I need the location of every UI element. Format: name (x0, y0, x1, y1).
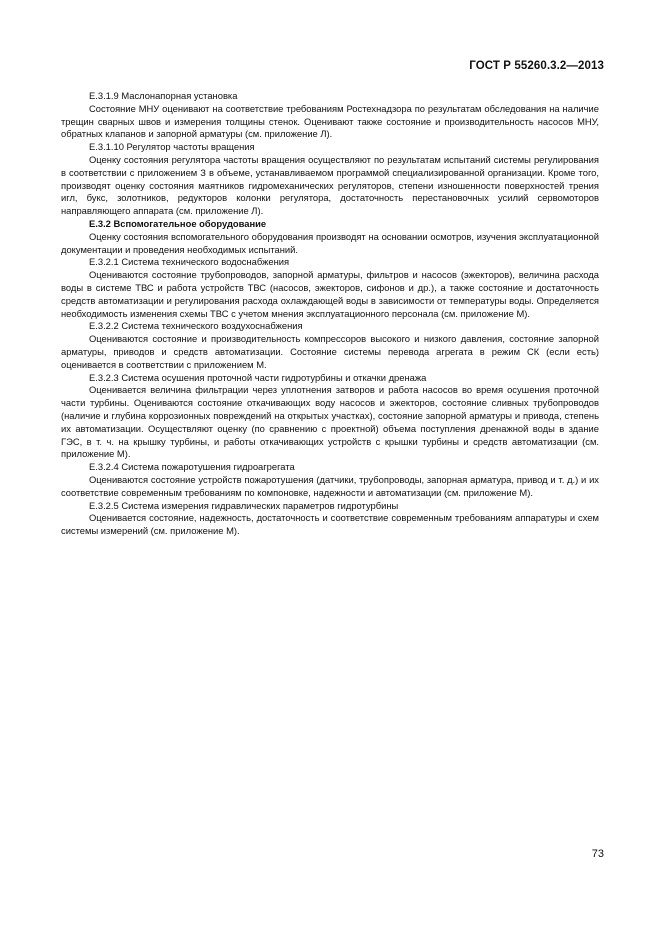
paragraph: Оценивается величина фильтрации через уплотнения затворов и работа насосов во время осушения проточной части турбины. Оцениваются состояние откачивающих воду насосов и эжекторов, состояние сливных трубопроводов (наличие и глубина коррозионных повреждений на открытых участках), состояние запорной арматуры и привода, степень их автоматизации. Осуществляют оценку (по сравнению с проектной) объема поступления дренажной воды в здание ГЭС, в т. ч. на крышку турбины, и работы откачивающих устройств с крышки турбины и средств автоматизации (см. приложение М). (61, 384, 599, 460)
section-heading: Е.3.2.2 Система технического воздухоснабжения (89, 320, 303, 332)
subsection-heading: Е.3.2 Вспомогательное оборудование (89, 217, 267, 229)
section-heading: Е.3.2.4 Система пожаротушения гидроагрегата (89, 461, 295, 473)
paragraph: Оценивается состояние, надежность, достаточность и соответствие современным требованиям аппаратуры и схем системы измерений (см. приложение М). (61, 512, 599, 537)
paragraph: Оцениваются состояние и производительность компрессоров высокого и низкого давления, состояние запорной арматуры, приводов и средств автоматизации. Состояние системы перевода агрегата в режим СК (если есть) оценивается в соответствии с приложением М. (61, 333, 599, 370)
paragraph: Оценку состояния регулятора частоты вращения осуществляют по результатам испытаний системы регулирования в соответствии с приложением З в объеме, устанавливаемом программой специализированной организации. Кроме того, производят оценку состояния маятников гидромеханических регуляторов, степени изношенности поверхностей трения игл, букс, золотников, редукторов колонки регулятора, достаточность перестановочных усилий сервомоторов направляющего аппарата (см. приложение Л). (61, 153, 599, 217)
section-heading: Е.3.2.3 Система осушения проточной части гидротурбины и откачки дренажа (89, 371, 427, 383)
section-heading: Е.3.1.9 Маслонапорная установка (89, 90, 238, 101)
paragraph: Оцениваются состояние трубопроводов, запорной арматуры, фильтров и насосов (эжекторов), величина расхода воды в системе ТВС и работа устройств ТВС (насосов, эжекторов, сифонов и др.), а также состояние и достаточность средств автоматизации и регулирования расхода охлаждающей воды в зависимости от температуры воды. Определяется необходимость изменения схемы ТВС с учетом мнения эксплуатационного персонала (см. приложение М). (61, 269, 599, 319)
document-header-title: ГОСТ Р 55260.3.2—2013 (469, 60, 604, 72)
page-number: 73 (591, 848, 604, 860)
section-heading: Е.3.1.10 Регулятор частоты вращения (89, 141, 255, 153)
paragraph: Оцениваются состояние устройств пожаротушения (датчики, трубопроводы, запорная арматура, привод и т. д.) и их соответствие современным требованиям по компоновке, надежности и автоматизации (см. приложение М). (61, 473, 599, 498)
document-body (61, 90, 599, 538)
section-heading: Е.3.2.1 Система технического водоснабжения (89, 256, 290, 268)
section-heading: Е.3.2.5 Система измерения гидравлических параметров гидротурбины (89, 499, 399, 511)
paragraph: Состояние МНУ оценивают на соответствие требованиям Ростехнадзора по результатам обследования на наличие трещин сварных швов и измерения толщины стенок. Оценивают также состояние и производительность насосов МНУ, обратных клапанов и запорной арматуры (см. приложение Л). (61, 102, 599, 140)
paragraph: Оценку состояния вспомогательного оборудования производят на основании осмотров, изучения эксплуатационной документации и проведения необходимых испытаний. (61, 230, 599, 255)
